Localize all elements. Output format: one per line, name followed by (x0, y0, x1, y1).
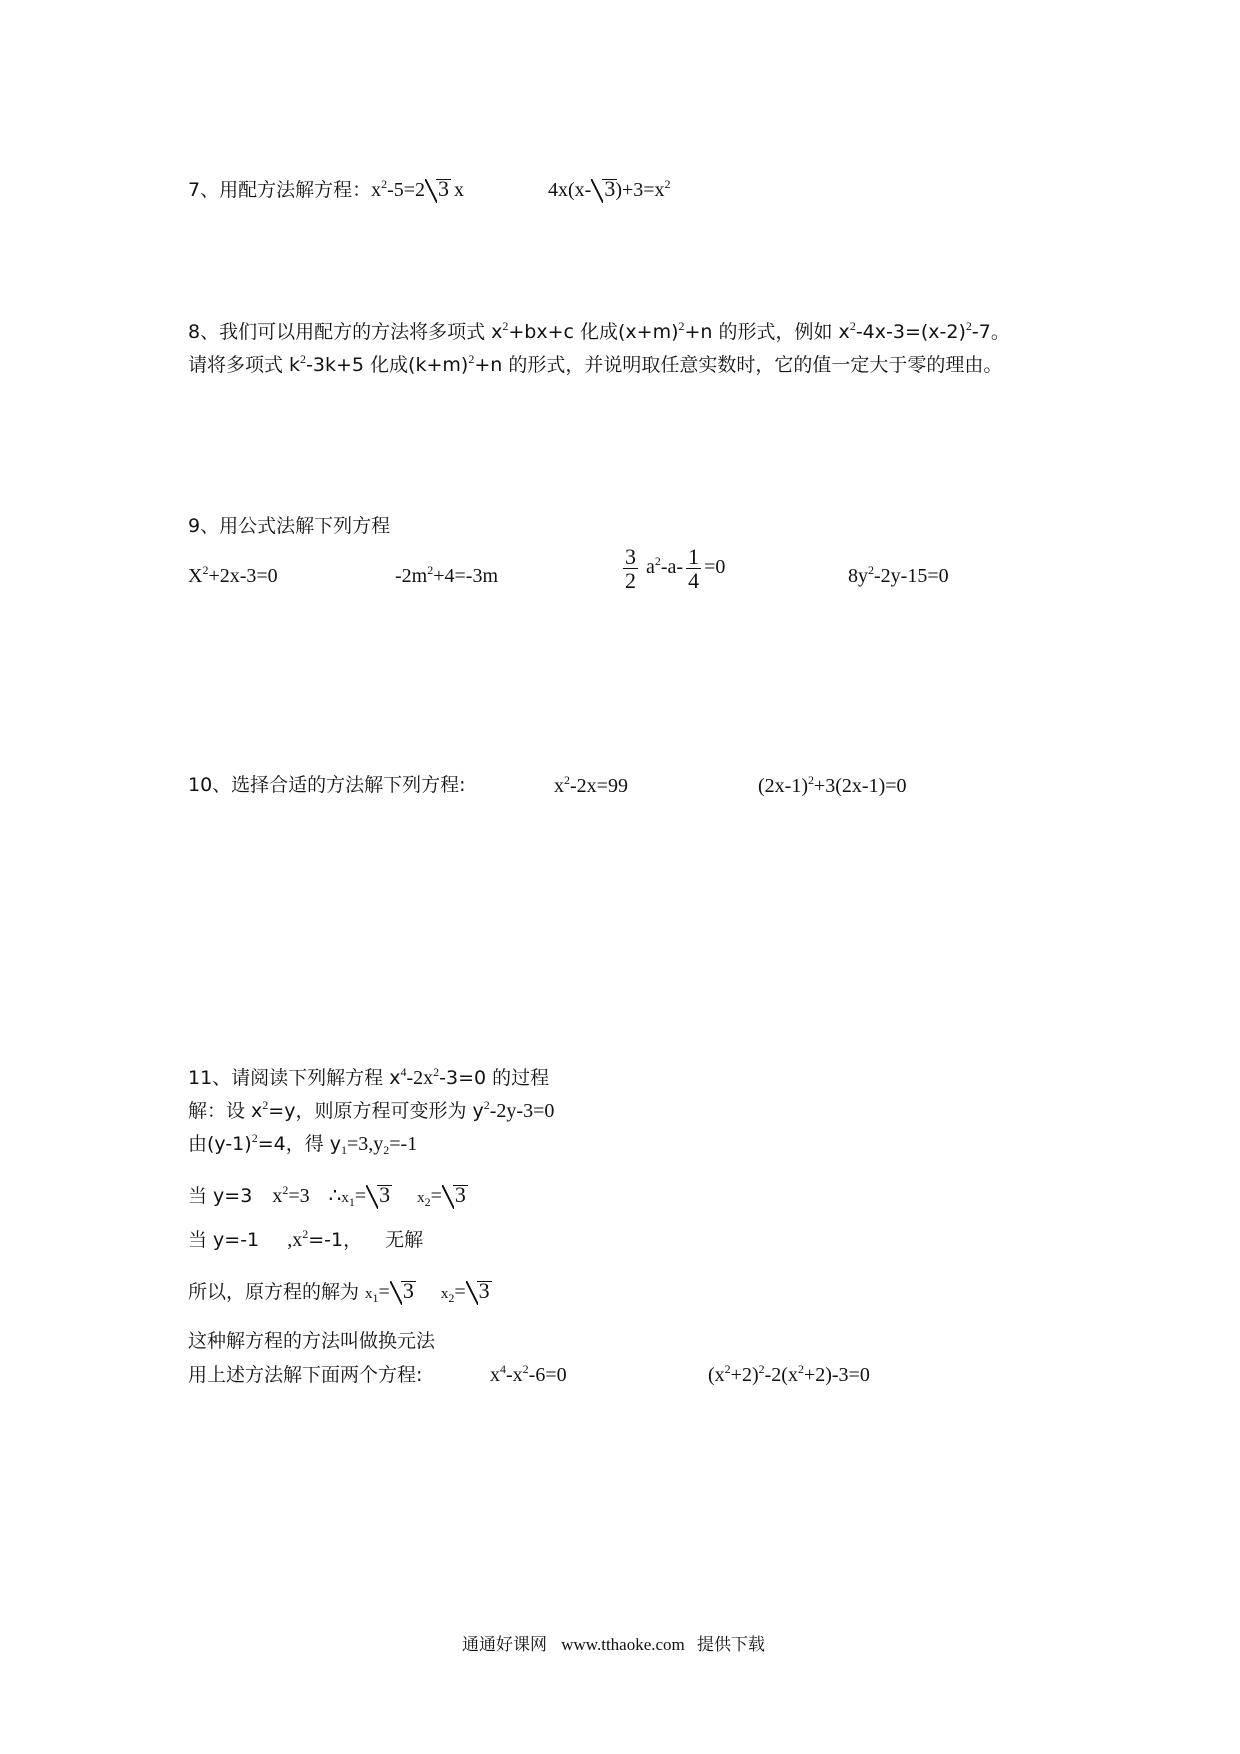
sqrt-symbol: 3 (366, 1184, 390, 1206)
question-8-line-1: 8、我们可以用配方的方法将多项式 $x^2+bx+c$ 化成$(x+m)^2+n$ 的形式，例如 $x^2-4x-3=(x-2)^2-7$。 (188, 319, 1010, 343)
q11-exercise-equation-2: $(x^2+2)^2-2(x^2+2)-3=0$ (708, 1362, 870, 1386)
q7-label: 7、用配方法解方程： (188, 179, 372, 201)
q10-equation-1: $x^2-2x=99$ (554, 773, 628, 797)
question-8-line-2: 请将多项式 $k^2-3k+5$ 化成$(k+m)^2+n$ 的形式，并说明取任意实数时，它的值一定大于零的理由。 (188, 352, 1003, 376)
q11-step-3: 当 y=3 $x^2=3$ $\therefore x_1= 3$ $x_2= 3$ (188, 1182, 466, 1209)
question-10-label: 10、选择合适的方法解下列方程: (188, 774, 466, 796)
question-11-title: 11、请阅读下列解方程 $x^4-2x^2-3=0$ 的过程 (188, 1065, 550, 1089)
q11-step-1: 解：设 $x^2=y$，则原方程可变形为 $y^2-2y-3=0$ (188, 1098, 555, 1122)
footer-site-name: 通通好课网 (462, 1635, 547, 1655)
q7-equation-2: 4x(x- $3)+3=x^2$ (548, 176, 671, 201)
fraction-3-over-2: $\frac{3}{2}$ (625, 544, 636, 594)
footer-url[interactable]: www.tthaoke.com (561, 1635, 685, 1654)
q11-step-7: 用上述方法解下面两个方程: (188, 1364, 423, 1386)
therefore-symbol: ∴ (328, 1185, 342, 1207)
question-7 (188, 178, 464, 200)
sqrt-symbol: 3 (390, 1280, 414, 1302)
question-9-label: 9、用公式法解下列方程 (188, 515, 391, 537)
q9-equation-4: $8y^2-2y-15=0$ (848, 563, 949, 587)
q9-equation-1: $X^2+2x-3=0$ (188, 563, 278, 587)
q11-step-6: 这种解方程的方法叫做换元法 (188, 1330, 436, 1352)
sqrt-symbol: 3 (591, 178, 615, 200)
q11-step-5: 所以，原方程的解为 $x_1= 3$ $x_2= 3$ (188, 1278, 490, 1305)
q11-step-4: 当 y=-1 $,x^2=-1$， 无解 (188, 1227, 424, 1251)
footer (462, 1636, 765, 1654)
q11-exercise-equation-1: $x^4-x^2-6=0$ (490, 1362, 567, 1386)
sqrt-symbol: 3 (425, 178, 449, 200)
q7-equation-1: $x^2-5=2$ 3 x (371, 176, 465, 201)
q10-equation-2: $(2x-1)^2+3(2x-1)=0$ (758, 773, 907, 797)
q9-equation-2: $-2m^2+4=-3m$ (395, 563, 498, 587)
sqrt-symbol: 3 (466, 1280, 490, 1302)
q11-step-2: 由$(y-1)^2=4$，得 $y_1=3,y_2=-1$ (188, 1131, 418, 1157)
q9-equation-3: $\frac{3}{2}$ $a^2-a-$ $\frac{1}{4}$ =0 (625, 544, 726, 594)
sqrt-symbol: 3 (442, 1184, 466, 1206)
fraction-1-over-4: $\frac{1}{4}$ (688, 544, 700, 594)
footer-suffix: 提供下载 (697, 1635, 766, 1655)
